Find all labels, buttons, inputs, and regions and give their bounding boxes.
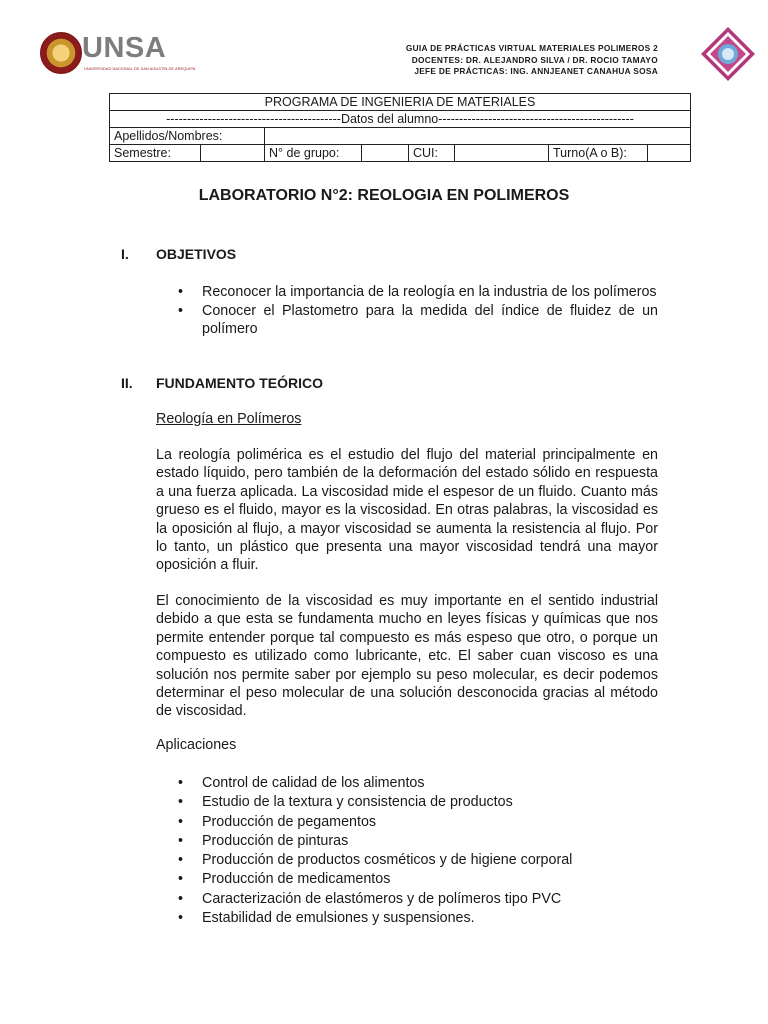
- section-1-title: OBJETIVOS: [156, 246, 237, 262]
- logo-wordmark: [82, 32, 166, 65]
- paragraph-rheology: La reología polimérica es el estudio del flujo del material principalmente en estado líquido, pero también de la deformación del estado sólido en respuesta a una fuerza aplicada. La viscosidad mide el espesor de un fluido. Cuanto más grueso es el fluido, mayor es la viscosidad. En otras palabras, la viscosidad es la oposición al flujo, a mayor viscosidad se aumenta la resistencia al flujo. Por lo tanto, un plástico que presenta una mayor viscosidad tendrá una mayor oposición a fluir.: [156, 447, 658, 574]
- list-item: • Estabilidad de emulsiones y suspensiones.: [156, 909, 658, 928]
- applications-list: [156, 774, 658, 928]
- student-data-table: [109, 93, 691, 162]
- page-title: LABORATORIO N°2: REOLOGIA EN POLIMEROS: [198, 187, 570, 204]
- apellidos-field[interactable]: [265, 128, 691, 145]
- semestre-field[interactable]: [201, 145, 265, 162]
- section-1-number: I.: [121, 246, 129, 262]
- logo-subtitle: UNIVERSIDAD NACIONAL DE SAN AGUSTÍN DE AREQUIPA: [84, 66, 196, 71]
- materials-program-logo-icon: [700, 26, 756, 82]
- grupo-label: N° de grupo:: [265, 145, 362, 162]
- list-item: • Producción de pinturas: [156, 832, 658, 851]
- paragraph-viscosity: El conocimiento de la viscosidad es muy importante en el sentido industrial debido a que esta se fundamenta mucho en leyes físicas y químicas que nos permite entender porque tal compuesto es más espeso que otro, o porque un compuesto es utilizado como lubricante, etc. El saber cuan viscoso es una solución nos permite saber por ejemplo su peso molecular, es decir podemos determinar el peso molecular de una solución desconocida gracias al método de viscosidad.: [156, 593, 658, 720]
- applications-label: Aplicaciones: [156, 737, 237, 753]
- program-cell: PROGRAMA DE INGENIERIA DE MATERIALES: [110, 94, 691, 111]
- list-item: • Estudio de la textura y consistencia de productos: [156, 793, 658, 812]
- cui-label: CUI:: [409, 145, 455, 162]
- apellidos-label: Apellidos/Nombres:: [110, 128, 265, 145]
- grupo-field[interactable]: [362, 145, 409, 162]
- header-line-course: GUIA DE PRÁCTICAS VIRTUAL MATERIALES POLIMEROS 2: [405, 43, 658, 53]
- list-item: • Caracterización de elastómeros y de polímeros tipo PVC: [156, 890, 658, 909]
- list-item: • Control de calidad de los alimentos: [156, 774, 658, 793]
- header-line-docentes: DOCENTES: DR. ALEJANDRO SILVA / DR. ROCIO TAMAYO: [411, 54, 658, 65]
- header-line-jefe: JEFE DE PRÁCTICAS: ING. ANNJEANET CANAHUA SOSA: [414, 66, 658, 76]
- datos-alumno-cell: ------------------------------------------Datos del alumno-----------------------------------------------: [110, 111, 691, 128]
- list-item: • Conocer el Plastometro para la medida del índice de fluidez de un polímero: [156, 302, 658, 339]
- list-item: • Producción de pegamentos: [156, 813, 658, 832]
- turno-label: Turno(A o B):: [549, 145, 648, 162]
- unsa-logo: [40, 30, 196, 78]
- section-2-number: II.: [121, 375, 133, 391]
- header-info: [406, 43, 658, 78]
- logo-text: UNSA: [82, 32, 167, 64]
- university-seal-icon: [40, 32, 82, 74]
- list-item: • Producción de productos cosméticos y de higiene corporal: [156, 851, 658, 870]
- turno-field[interactable]: [648, 145, 691, 162]
- section-2-title: FUNDAMENTO TEÓRICO: [156, 375, 323, 391]
- cui-field[interactable]: [455, 145, 549, 162]
- semestre-label: Semestre:: [110, 145, 201, 162]
- list-item: • Producción de medicamentos: [156, 870, 658, 889]
- subsection-title: Reología en Polímeros: [156, 411, 302, 427]
- list-item: • Reconocer la importancia de la reología en la industria de los polímeros: [156, 283, 658, 302]
- objectives-list: [156, 283, 658, 339]
